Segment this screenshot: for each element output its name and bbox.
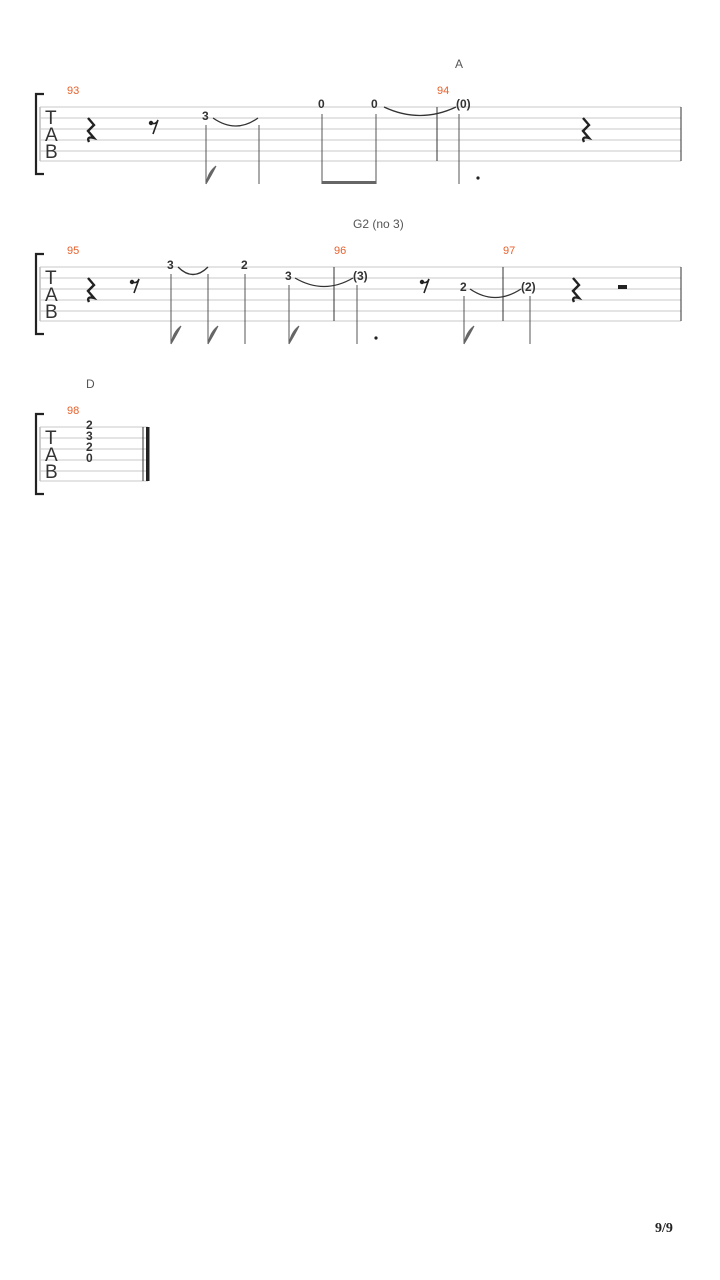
- final-barline-thick: [146, 427, 150, 481]
- chord-label: D: [86, 377, 95, 391]
- fret-number: 0: [371, 97, 378, 111]
- tab-letter-b: B: [45, 142, 58, 163]
- tab-letter-t: T: [45, 268, 57, 289]
- page-number: 9/9: [655, 1221, 673, 1236]
- eighth-rest: [149, 120, 158, 134]
- chord-label: G2 (no 3): [353, 217, 404, 231]
- fret-number: 0: [318, 97, 325, 111]
- dot: [374, 336, 377, 339]
- tab-letter-a: A: [45, 125, 58, 146]
- tab-letter-t: T: [45, 428, 57, 449]
- fret-number: 2: [460, 280, 467, 294]
- measure-number: 93: [67, 85, 80, 97]
- quarter-rest: [88, 118, 94, 142]
- tab-letter-b: B: [45, 302, 58, 323]
- fret-number: 2: [241, 258, 248, 272]
- fret-number: (0): [456, 97, 471, 111]
- fret-number: 3: [167, 258, 174, 272]
- tie: [470, 289, 521, 298]
- fret-number: 3: [202, 109, 209, 123]
- fret-number: 2: [86, 440, 93, 454]
- quarter-rest: [583, 118, 589, 142]
- eighth-flag: [289, 326, 299, 344]
- system-2: [36, 217, 681, 344]
- measure-number: 97: [503, 245, 516, 257]
- eighth-rest: [130, 279, 139, 293]
- eighth-rest: [420, 279, 429, 293]
- measure-number: 94: [437, 85, 450, 97]
- eighth-flag: [171, 326, 181, 344]
- fret-number: (2): [521, 280, 536, 294]
- quarter-rest: [88, 278, 94, 302]
- beam: [322, 181, 376, 184]
- tab-letter-a: A: [45, 285, 58, 306]
- note-stems: [171, 274, 530, 344]
- measure-number: 95: [67, 245, 80, 257]
- tie: [384, 107, 456, 116]
- tab-letter-b: B: [45, 462, 58, 483]
- tie: [178, 267, 208, 275]
- measure-number: 96: [334, 245, 347, 257]
- fret-number: (3): [353, 269, 368, 283]
- fret-number: 3: [285, 269, 292, 283]
- tie: [295, 278, 353, 287]
- tie: [213, 118, 258, 126]
- system-1: [36, 57, 681, 184]
- tab-letter-a: A: [45, 445, 58, 466]
- chord-label: A: [455, 57, 464, 71]
- fret-number: 2: [86, 418, 93, 432]
- dot: [476, 176, 479, 179]
- tab-letter-t: T: [45, 108, 57, 129]
- fret-number: 3: [86, 429, 93, 443]
- eighth-flag: [206, 166, 216, 184]
- measure-number: 98: [67, 405, 80, 417]
- quarter-rest: [573, 278, 579, 302]
- eighth-flag: [208, 326, 218, 344]
- half-rest: [618, 285, 627, 289]
- eighth-flag: [464, 326, 474, 344]
- fret-number: 0: [86, 451, 93, 465]
- system-3: [36, 377, 150, 494]
